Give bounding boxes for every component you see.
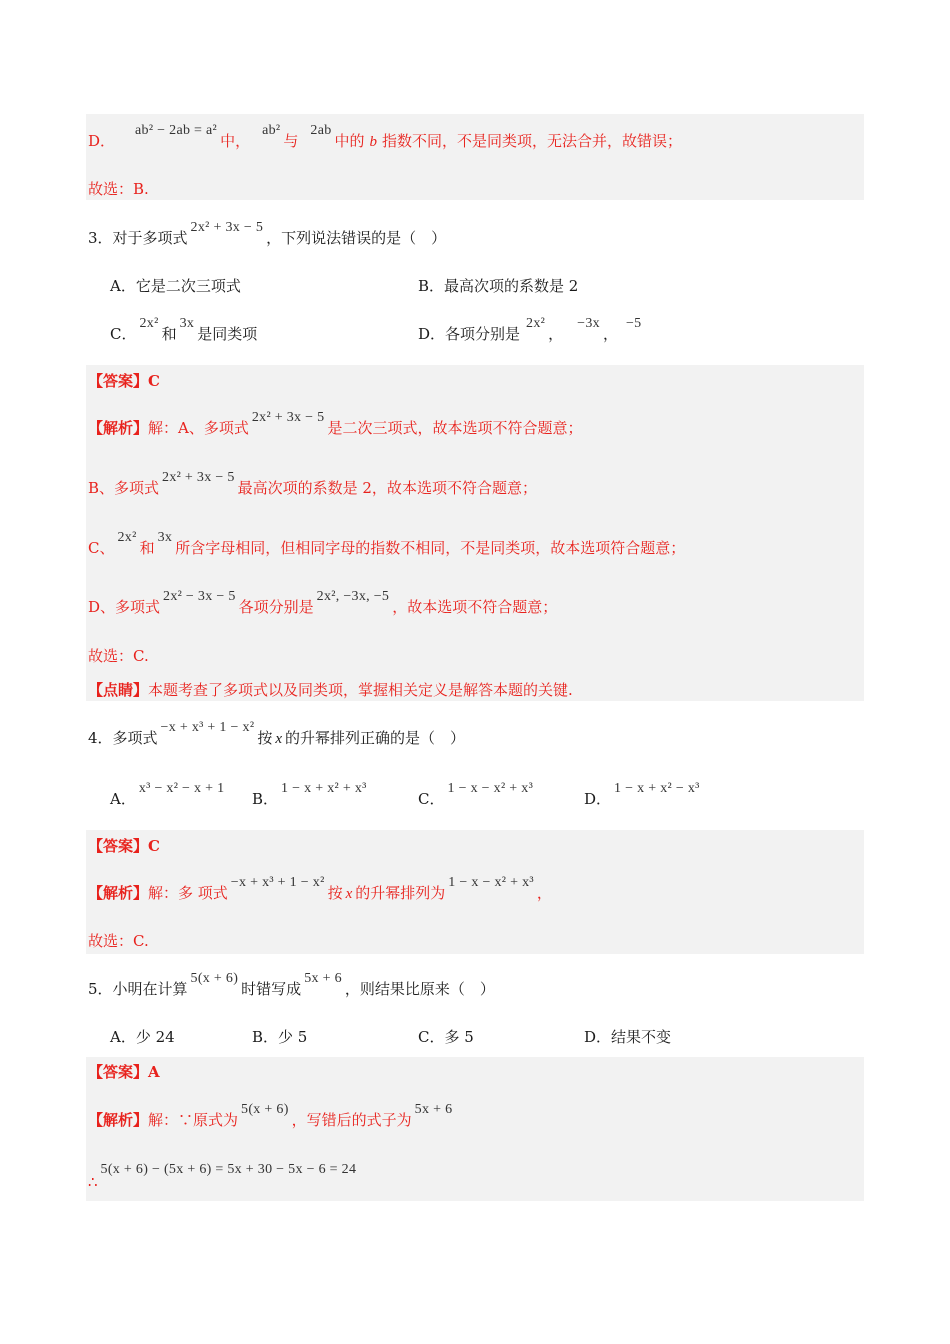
q5-analysis: 【解析】解：∵原式为5(x + 6)，写错后的式子为5x + 6 — [88, 1102, 453, 1129]
q5-option-b: B．少 5 — [252, 1028, 308, 1046]
q5-option-d: D．结果不变 — [584, 1028, 672, 1046]
math-expr: 1 − x − x² + x³ — [447, 781, 534, 796]
math-expr: 5(x + 6) − (5x + 6) = 5x + 30 − 5x − 6 = 24 — [100, 1162, 357, 1177]
q3-stem: 3．对于多项式2x² + 3x − 5，下列说法错误的是（ ） — [88, 220, 447, 247]
math-expr: 1 − x + x² − x³ — [614, 781, 700, 796]
prev-conclusion: 故选：B. — [88, 180, 149, 198]
math-expr: 5(x + 6) — [241, 1102, 289, 1117]
q4-option-d: D．1 − x + x² − x³ — [584, 781, 700, 808]
math-expr: 2x² + 3x − 5 — [190, 220, 264, 235]
math-expr: 2x² — [117, 530, 137, 545]
q3-answer: 【答案】C — [88, 372, 160, 390]
q3-comment: 【点睛】本题考查了多项式以及同类项，掌握相关定义是解答本题的关键. — [88, 681, 573, 699]
q3-conclusion: 故选：C. — [88, 647, 149, 665]
prev-option-d-explanation: D．ab² − 2ab = a²中，ab²与2ab中的 b 指数不同，不是同类项，无法合并，故错误； — [88, 123, 683, 150]
q4-answer: 【答案】C — [88, 837, 160, 855]
math-expr: −3x — [577, 316, 600, 331]
math-expr: 1 − x + x² + x³ — [281, 781, 367, 796]
q5-answer: 【答案】A — [88, 1063, 160, 1081]
math-expr: 2x² − 3x − 5 — [163, 589, 236, 604]
q3-option-a: A．它是二次三项式 — [110, 277, 241, 295]
q3-analysis-d: D、多项式2x² − 3x − 5各项分别是2x², −3x, −5，故本选项不符合题意； — [88, 589, 558, 616]
therefore-symbol: ∴ — [88, 1173, 98, 1191]
math-expr: 5x + 6 — [304, 971, 342, 986]
math-expr: 5(x + 6) — [190, 971, 239, 986]
math-expr: 2x² + 3x − 5 — [162, 470, 235, 485]
math-expr: x³ − x² − x + 1 — [138, 781, 225, 796]
math-expr: −5 — [625, 316, 642, 331]
q3-option-d: D．各项分别是2x²，−3x，−5 — [418, 316, 642, 343]
math-expr: ab² — [262, 123, 281, 138]
math-expr: 5x + 6 — [414, 1102, 453, 1117]
q4-option-b: B．1 − x + x² + x³ — [252, 781, 367, 808]
q4-option-a: A．x³ − x² − x + 1 — [110, 781, 225, 808]
math-expr: 1 − x − x² + x³ — [448, 875, 534, 890]
q5-stem: 5．小明在计算5(x + 6)时错写成5x + 6，则结果比原来（ ） — [88, 971, 495, 998]
math-expr: 3x — [179, 316, 195, 331]
q3-option-b: B．最高次项的系数是 2 — [418, 277, 579, 295]
q4-conclusion: 故选：C. — [88, 932, 149, 950]
math-expr: 2x², −3x, −5 — [316, 589, 390, 604]
math-expr: 2x² + 3x − 5 — [251, 410, 325, 425]
math-expr: 3x — [157, 530, 173, 545]
math-expr: 2x² — [526, 316, 546, 331]
answer-block-q3 — [86, 365, 864, 701]
math-expr: 2ab — [310, 123, 332, 138]
q3-analysis-b: B、多项式2x² + 3x − 5最高次项的系数是 2，故本选项不符合题意； — [88, 470, 537, 497]
q4-stem: 4．多项式−x + x³ + 1 − x²按 x 的升幂排列正确的是（ ） — [88, 720, 466, 747]
q5-option-a: A．少 24 — [110, 1028, 175, 1046]
q4-option-c: C．1 − x − x² + x³ — [418, 781, 534, 808]
q5-option-c: C．多 5 — [418, 1028, 474, 1046]
math-expr: −x + x³ + 1 − x² — [160, 720, 255, 735]
math-expr: 2x² — [139, 316, 159, 331]
q5-therefore-line — [88, 1162, 359, 1194]
q3-option-c: C．2x²和3x是同类项 — [110, 316, 258, 343]
math-expr: ab² − 2ab = a² — [135, 123, 218, 138]
q3-analysis-c: C、2x²和3x所含字母相同，但相同字母的指数不相同，不是同类项，故本选项符合题意； — [88, 530, 686, 557]
math-expr: −x + x³ + 1 − x² — [230, 875, 325, 890]
q4-analysis: 【解析】解：多 项式−x + x³ + 1 − x²按 x 的升幂排列为1 − x − x² + x³， — [88, 875, 552, 902]
q3-analysis-a: 【解析】解：A、多项式2x² + 3x − 5是二次三项式，故本选项不符合题意； — [88, 410, 583, 437]
